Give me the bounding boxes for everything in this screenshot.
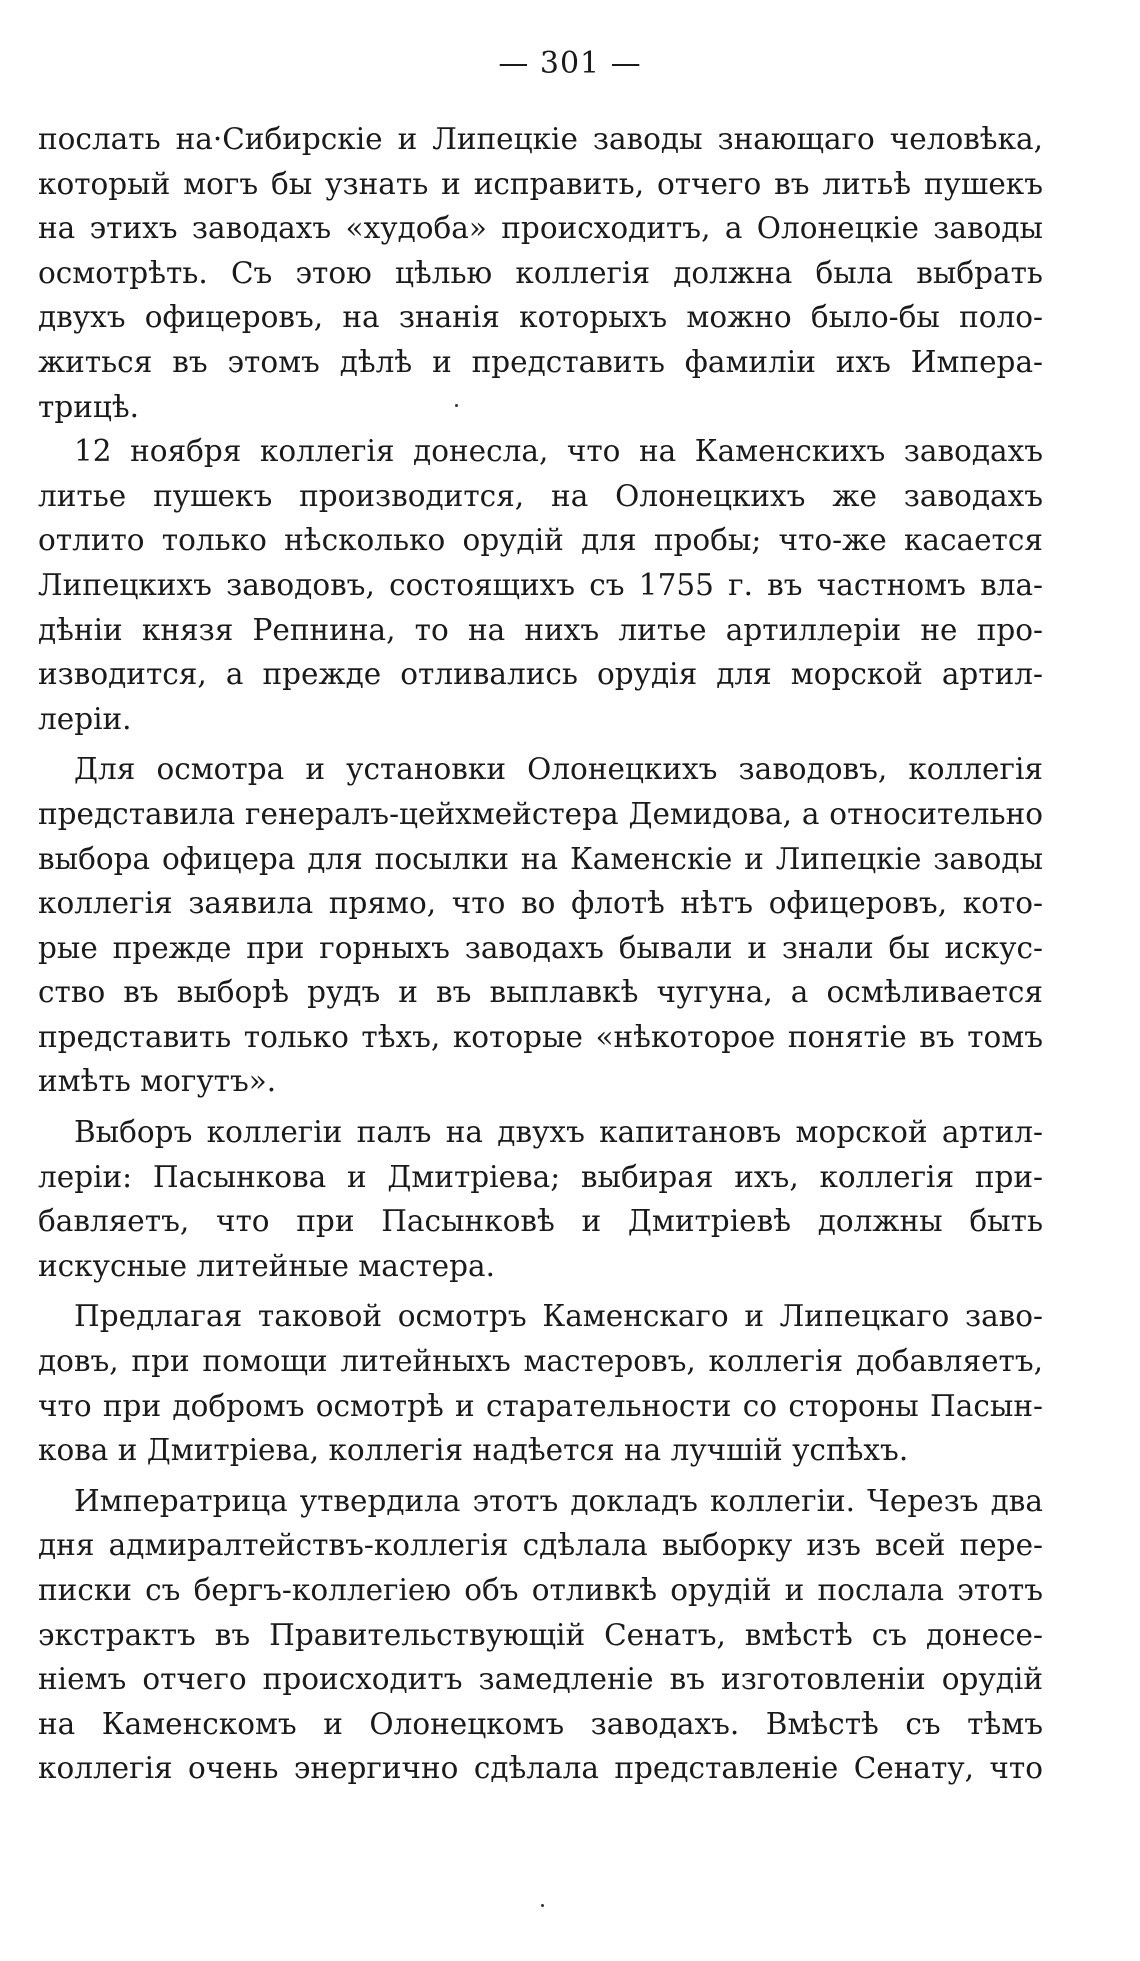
- text-line: бавляетъ, что при Пасынковѣ и Дмитріевѣ должны быть: [38, 1204, 1043, 1239]
- text-line: представила генералъ-цейхмейстера Демидова, а относительно: [38, 796, 1043, 831]
- text-line: на Каменскомъ и Олонецкомъ заводахъ. Вмѣстѣ съ тѣмъ: [38, 1706, 1043, 1741]
- paragraph: [38, 429, 1043, 741]
- paragraph: [38, 747, 1043, 1104]
- paragraph: [38, 1110, 1043, 1288]
- text-line: коллегія очень энергично сдѣлала представленіе Сенату, что: [38, 1751, 1043, 1786]
- text-line: дня адмиралтействъ-коллегія сдѣлала выборку изъ всей пере-: [38, 1528, 1043, 1563]
- text-line: рые прежде при горныхъ заводахъ бывали и знали бы искус-: [38, 930, 1043, 965]
- text-line: леріи.: [38, 701, 132, 736]
- text-line: осмотрѣть. Съ этою цѣлью коллегія должна была выбрать: [38, 255, 1043, 290]
- text-line: искусные литейные мастера.: [38, 1248, 495, 1283]
- text-line: писки съ бергъ-коллегіею объ отливкѣ орудій и послала этотъ: [38, 1573, 1043, 1607]
- text-line: кова и Дмитріева, коллегія надѣется на лучшій успѣхъ.: [38, 1433, 909, 1468]
- text-line: представить только тѣхъ, которые «нѣкоторое понятіе въ томъ: [38, 1019, 1043, 1054]
- paragraph: [38, 117, 1043, 429]
- text-line: трицѣ.: [38, 389, 140, 424]
- text-line: ніемъ отчего происходитъ замедленіе въ изготовленіи орудій: [38, 1662, 1043, 1697]
- page-number: — 301 —: [498, 46, 642, 81]
- text-line: двухъ офицеровъ, на знанія которыхъ можно было-бы поло-: [38, 300, 1043, 335]
- text-line: леріи: Пасынкова и Дмитріева; выбирая ихъ, коллегія при-: [38, 1159, 1043, 1194]
- text-line: Выборъ коллегіи палъ на двухъ капитановъ морской артил-: [74, 1115, 1043, 1150]
- text-line: экстрактъ въ Правительствующій Сенатъ, вмѣстѣ съ донесе-: [38, 1617, 1043, 1652]
- text-line: Для осмотра и установки Олонецкихъ заводовъ, коллегія: [74, 752, 1043, 787]
- text-line: имѣть могутъ».: [38, 1064, 277, 1099]
- text-line: что при добромъ осмотрѣ и старательности со стороны Пасын-: [38, 1388, 1043, 1423]
- text-line: который могъ бы узнать и исправить, отчего въ литьѣ пушекъ: [38, 166, 1043, 201]
- text-line: послать на·Сибирскіе и Липецкіе заводы знающаго человѣка,: [38, 122, 1043, 156]
- text-line: на этихъ заводахъ «худоба» происходитъ, а Олонецкіе заводы: [38, 211, 1043, 246]
- text-line: Липецкихъ заводовъ, состоящихъ съ 1755 г. въ частномъ вла-: [38, 567, 1043, 602]
- scan-speck: [455, 404, 458, 407]
- scan-speck: [541, 1904, 544, 1907]
- page-body: [38, 117, 1043, 1791]
- text-line: дѣніи князя Репнина, то на нихъ литье артиллеріи не про-: [38, 612, 1043, 647]
- text-line: ство въ выборѣ рудъ и въ выплавкѣ чугуна, а осмѣливается: [38, 975, 1043, 1010]
- text-line: Императрица утвердила этотъ докладъ коллегіи. Черезъ два: [74, 1483, 1043, 1518]
- text-line: отлито только нѣсколько орудій для пробы; что-же касается: [38, 523, 1043, 558]
- text-line: коллегія заявила прямо, что во флотѣ нѣтъ офицеровъ, кото-: [38, 886, 1043, 921]
- paragraph: [38, 1479, 1043, 1791]
- text-line: Предлагая таковой осмотръ Каменскаго и Липецкаго заво-: [74, 1299, 1043, 1334]
- text-line: житься въ этомъ дѣлѣ и представить фамиліи ихъ Импера-: [38, 344, 1043, 379]
- text-line: изводится, а прежде отливались орудія для морской артил-: [38, 657, 1043, 692]
- text-line: литье пушекъ производится, на Олонецкихъ же заводахъ: [38, 478, 1043, 513]
- text-line: довъ, при помощи литейныхъ мастеровъ, коллегія добавляетъ,: [38, 1344, 1043, 1379]
- text-line: выбора офицера для посылки на Каменскіе и Липецкіе заводы: [38, 841, 1043, 876]
- text-line: 12 ноября коллегія донесла, что на Каменскихъ заводахъ: [74, 434, 1043, 469]
- paragraph: [38, 1294, 1043, 1472]
